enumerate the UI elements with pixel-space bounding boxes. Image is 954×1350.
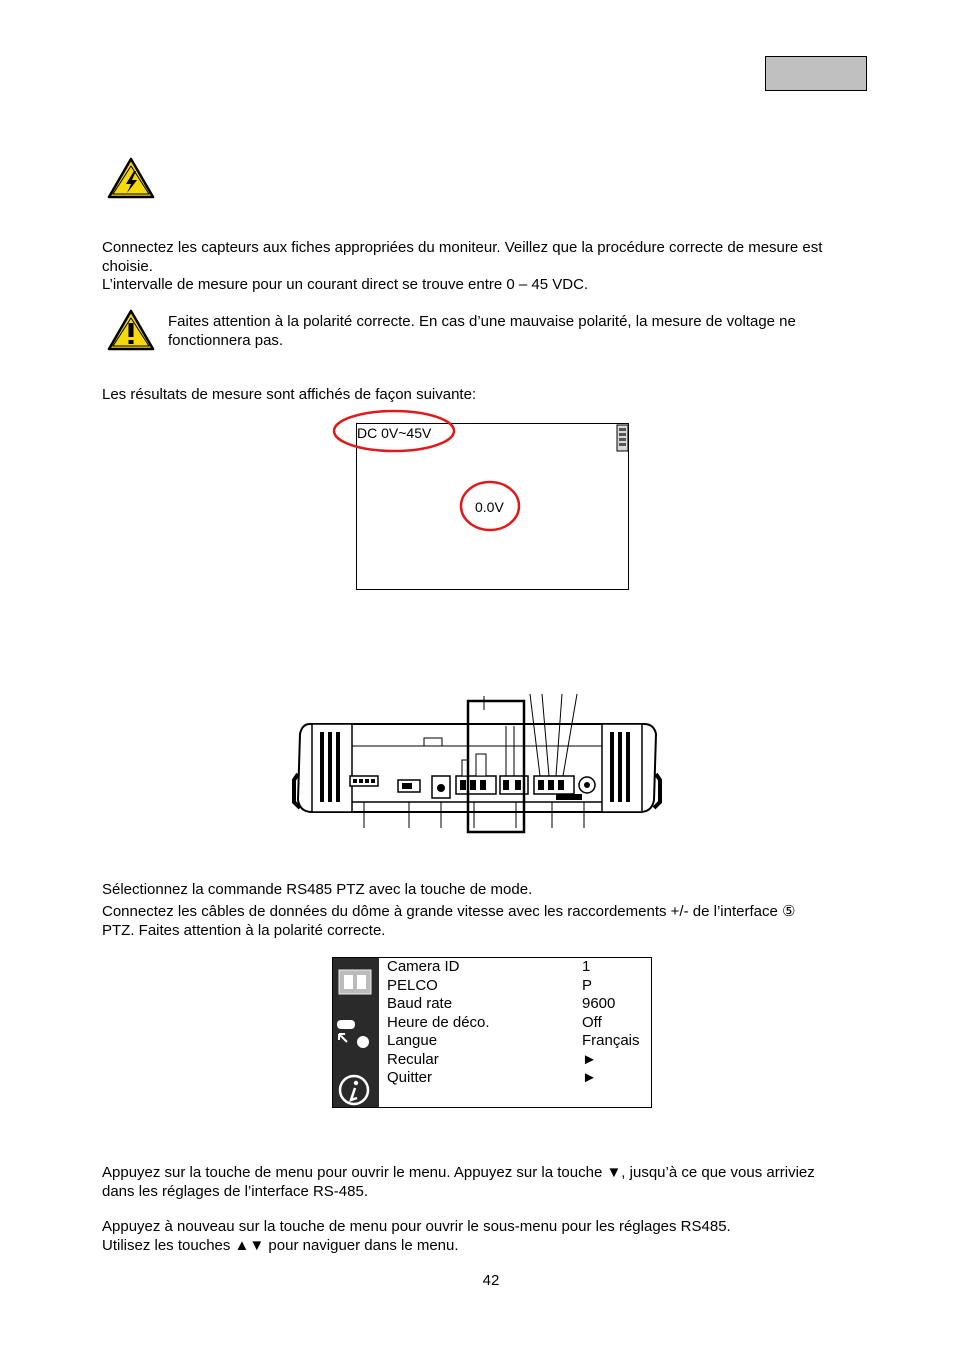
high-voltage-warning-icon (107, 157, 155, 199)
menu-item-label: Recular (387, 1050, 439, 1068)
device-connectors-diagram (290, 690, 665, 838)
menu-item-value: 1 (582, 958, 591, 975)
menu-item-label: Quitter (387, 1069, 433, 1086)
info-icon[interactable] (337, 1074, 371, 1106)
menu-item-label: PELCO (387, 976, 438, 994)
ptz-settings-icon[interactable] (335, 1016, 375, 1052)
results-intro-text: Les résultats de mesure sont affichés de façon suivante: (102, 386, 477, 403)
menu-item-value: Français (582, 1032, 640, 1049)
intro-paragraph (102, 239, 892, 295)
menu-item-label: Heure de déco. (387, 1013, 490, 1031)
arrow-right-icon: ► (582, 1050, 597, 1068)
instructions-line: Appuyez sur la touche de menu pour ouvrir le menu. Appuyez sur la touche ▼, jusqu’à ce que vous arriviez (102, 1164, 815, 1181)
menu-item-pelco[interactable] (387, 977, 657, 996)
rs485-line: Connectez les câbles de données du dôme à grande vitesse avec les raccordements +/- de l’interface ⑤ (102, 903, 796, 920)
menu-item-recular[interactable] (387, 1051, 657, 1070)
rs485-paragraph (102, 902, 902, 940)
language-tab (765, 56, 867, 91)
rs485-menu-screen (332, 957, 652, 1108)
instructions-paragraph-1 (102, 1164, 902, 1201)
rs485-line: Sélectionnez la commande RS485 PTZ avec la touche de mode. (102, 881, 533, 898)
menu-item-quitter[interactable] (387, 1069, 657, 1088)
value-highlight-circle (456, 478, 526, 534)
menu-item-camera-id[interactable] (387, 958, 657, 977)
menu-item-value: P (582, 976, 593, 994)
instructions-line: Utilisez les touches ▲▼ pour naviguer dans le menu. (102, 1236, 459, 1254)
intro-line: Connectez les capteurs aux fiches appropriées du moniteur. Veillez que la procédure correcte de mesure est (102, 239, 823, 256)
menu-sidebar (333, 958, 379, 1107)
voltage-value: 0.0V (475, 499, 504, 515)
menu-item-label: Baud rate (387, 995, 453, 1012)
menu-item-baud-rate[interactable] (387, 995, 657, 1014)
intro-line: L’intervalle de mesure pour un courant direct se trouve entre 0 – 45 VDC. (102, 276, 589, 293)
menu-item-langue[interactable] (387, 1032, 657, 1051)
intro-line: choisie. (102, 257, 153, 275)
instructions-line: Appuyez à nouveau sur la touche de menu pour ouvrir le sous-menu pour les réglages RS485. (102, 1218, 731, 1235)
warning-text (168, 312, 888, 350)
menu-item-label: Camera ID (387, 958, 460, 975)
menu-list (387, 958, 649, 1107)
rs485-line: PTZ. Faites attention à la polarité correcte. (102, 922, 386, 939)
display-settings-icon[interactable] (337, 966, 373, 998)
menu-item-label: Langue (387, 1032, 438, 1049)
warning-line: fonctionnera pas. (168, 332, 284, 349)
page-number: 42 (482, 1272, 500, 1289)
menu-item-value: 9600 (582, 995, 616, 1012)
instructions-paragraph-2 (102, 1218, 902, 1255)
arrow-right-icon: ► (582, 1069, 597, 1086)
voltage-mode-label: DC 0V~45V (357, 425, 432, 441)
menu-item-value: Off (582, 1013, 602, 1031)
battery-icon (616, 424, 629, 452)
instructions-line: dans les réglages de l’interface RS-485. (102, 1182, 368, 1200)
warning-line: Faites attention à la polarité correcte. En cas d’une mauvaise polarité, la mesure de voltage ne (168, 313, 796, 330)
menu-item-heure-de-deco[interactable] (387, 1014, 657, 1033)
mode-highlight-circle (330, 408, 460, 458)
warning-triangle-icon (107, 309, 155, 351)
